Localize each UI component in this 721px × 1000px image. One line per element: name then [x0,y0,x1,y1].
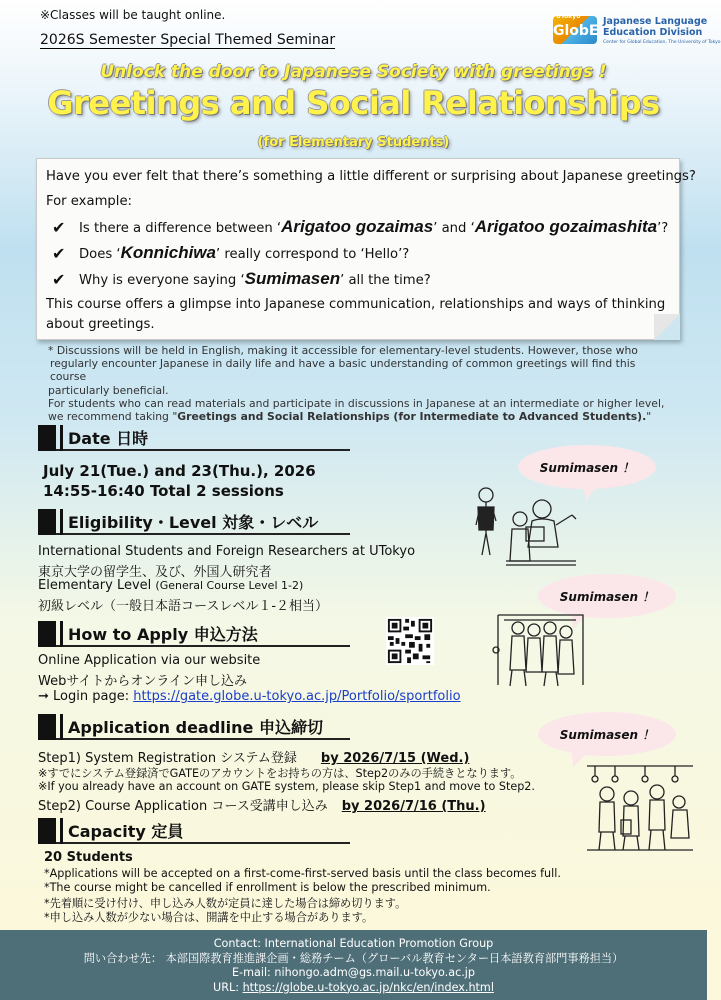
qr-code-icon [386,617,434,665]
logo-line1: Japanese Language [603,16,708,27]
apply-line: Webサイトからオンライン申し込み [38,674,248,689]
speech-bubble [538,712,676,756]
intro-example-3: Why is everyone saying ‘Sumimasen’ all the time? [79,269,431,288]
deadline-note-jp: ※すでにシステム登録済でGATEのアカウントをお持ちの方は、Step2のみの手続きとなります。 [38,767,522,780]
logo-center-name: Center for Global Education, The University of Tokyo [603,40,721,45]
term-sumimasen: Sumimasen [244,269,341,288]
page-curl-decoration [654,314,680,340]
login-line [38,689,461,704]
section-header-date [38,425,350,451]
eligibility-line: 東京大学の留学生、及び、外国人研究者 [38,565,272,580]
step1-deadline: by 2026/7/15 (Wed.) [320,751,470,766]
logo-mark-small: UTokyo [556,13,581,20]
capacity-count: 20 Students [44,850,133,865]
logo-mark-text: GlobE [553,23,599,39]
level-detail: (General Course Level 1-2) [155,579,304,592]
footer-contact-line: Contact: International Education Promotion Group [213,937,494,950]
page-title: Greetings and Social Relationships [47,84,660,122]
train-passengers-illustration [585,762,695,852]
section-title: Date 日時 [68,429,149,448]
footer-url-link[interactable]: https://globe.u-tokyo.ac.jp/nkc/en/index.html [242,980,494,994]
elevator-crowd-illustration [488,610,598,690]
tagline: Unlock the door to Japanese Society with greetings ! [100,62,607,82]
discussion-note [48,344,668,423]
people-greeting-illustration [466,475,586,575]
footer-email[interactable]: E-mail: nihongo.adm@gs.mail.u-tokyo.ac.jp [231,966,476,979]
globe-logo [553,13,721,48]
section-header-eligibility [38,509,350,535]
term-arigatoo-gozaimas: Arigatoo gozaimas [281,217,434,236]
check-icon: ✔ [52,244,66,263]
recommended-course: Greetings and Social Relationships (for Intermediate to Advanced Students). [177,410,647,424]
note-line: particularly beneficial. [48,383,169,397]
term-arigatoo-gozaimashita: Arigatoo gozaimashita [474,217,658,236]
globe-logo-mark [553,13,599,44]
bubble-text: Sumimasen ！ [559,590,655,604]
capacity-note: *申し込み人数が少ない場合は、開講を中止する場合があります。 [44,911,374,924]
page-subtitle: (for Elementary Students) [257,135,450,150]
term-konnichiwa: Konnichiwa [120,243,216,262]
capacity-note: *先着順に受け付け、申し込み人数が定員に達した場合は締め切ります。 [44,897,407,910]
section-title: Application deadline 申込締切 [68,718,323,737]
apply-line: Online Application via our website [38,653,261,668]
bubble-text: Sumimasen ！ [559,728,655,742]
step2-deadline: by 2026/7/16 (Thu.) [341,799,486,814]
level-line: 初級レベル（一般日本語コースレベル１‐２相当） [38,599,329,614]
intro-question: Have you ever felt that there’s something a little different or surprising about Japanese greetings? [46,169,696,184]
logo-line2: Education Division [603,27,703,38]
section-title: Eligibility・Level 対象・レベル [68,513,319,532]
bubble-text: Sumimasen ！ [539,461,635,475]
date-line: July 21(Tue.) and 23(Thu.), 2026 [43,462,316,480]
intro-for-example: For example: [46,194,133,209]
note-line: For students who can read materials and participate in discussions in Japanese at an intermediate or higher level, [48,396,665,410]
intro-conclusion-1: This course offers a glimpse into Japanese communication, relationships and ways of thinking [46,297,666,312]
seminar-title: 2026S Semester Special Themed Seminar [40,32,336,48]
intro-example-1: Is there a difference between ‘Arigatoo gozaimas’ and ‘Arigatoo gozaimashita’? [79,217,669,236]
step2-line: Step2) Course Application コース受講申し込み by 2026/7/16 (Thu.) [38,799,486,814]
intro-conclusion-2: about greetings. [46,317,155,332]
section-header-deadline [38,714,350,740]
note-line: regularly encounter Japanese in daily life and have a basic understanding of common greetings will find this course [50,357,636,384]
footer-contact [0,930,707,1000]
online-note: ※Classes will be taught online. [40,8,226,22]
capacity-note: *The course might be cancelled if enrollment is below the prescribed minimum. [44,881,491,894]
note-line: we recommend taking "Greetings and Social Relationships (for Intermediate to Advanced Students)." [48,410,652,424]
check-icon: ✔ [52,270,66,289]
check-icon: ✔ [52,218,66,237]
logo-division-name [603,16,707,38]
note-line: * Discussions will be held in English, making it accessible for elementary-level students. However, those who [48,344,638,357]
section-header-capacity [38,818,350,844]
intro-example-2: Does ‘Konnichiwa’ really correspond to ‘Hello’? [79,243,410,262]
deadline-note-en: ※If you already have an account on GATE system, please skip Step1 and move to Step2. [38,780,535,793]
footer-url-line: URL: https://globe.u-tokyo.ac.jp/nkc/en/index.html [213,980,494,994]
time-line: 14:55-16:40 Total 2 sessions [43,482,284,500]
section-header-apply [38,621,350,647]
level-line: Elementary Level (General Course Level 1-2) [38,578,304,593]
eligibility-line: International Students and Foreign Researchers at UTokyo [38,544,416,559]
footer-jp-contact-line: 問い合わせ先： 本部国際教育推進課企画・総務チーム（グローバル教育センター日本語教育部門事務担当） [83,951,624,965]
login-label: ➞ Login page: [38,689,134,704]
step1-line: Step1) System Registration システム登録 by 2026/7/15 (Wed.) [38,751,470,766]
section-title: Capacity 定員 [68,822,184,841]
capacity-note: *Applications will be accepted on a first-come-first-served basis until the class becomes full. [44,867,561,880]
section-title: How to Apply 申込方法 [68,625,258,644]
login-page-link[interactable]: https://gate.globe.u-tokyo.ac.jp/Portfolio/sportfolio [133,689,461,704]
intro-box [36,158,696,340]
